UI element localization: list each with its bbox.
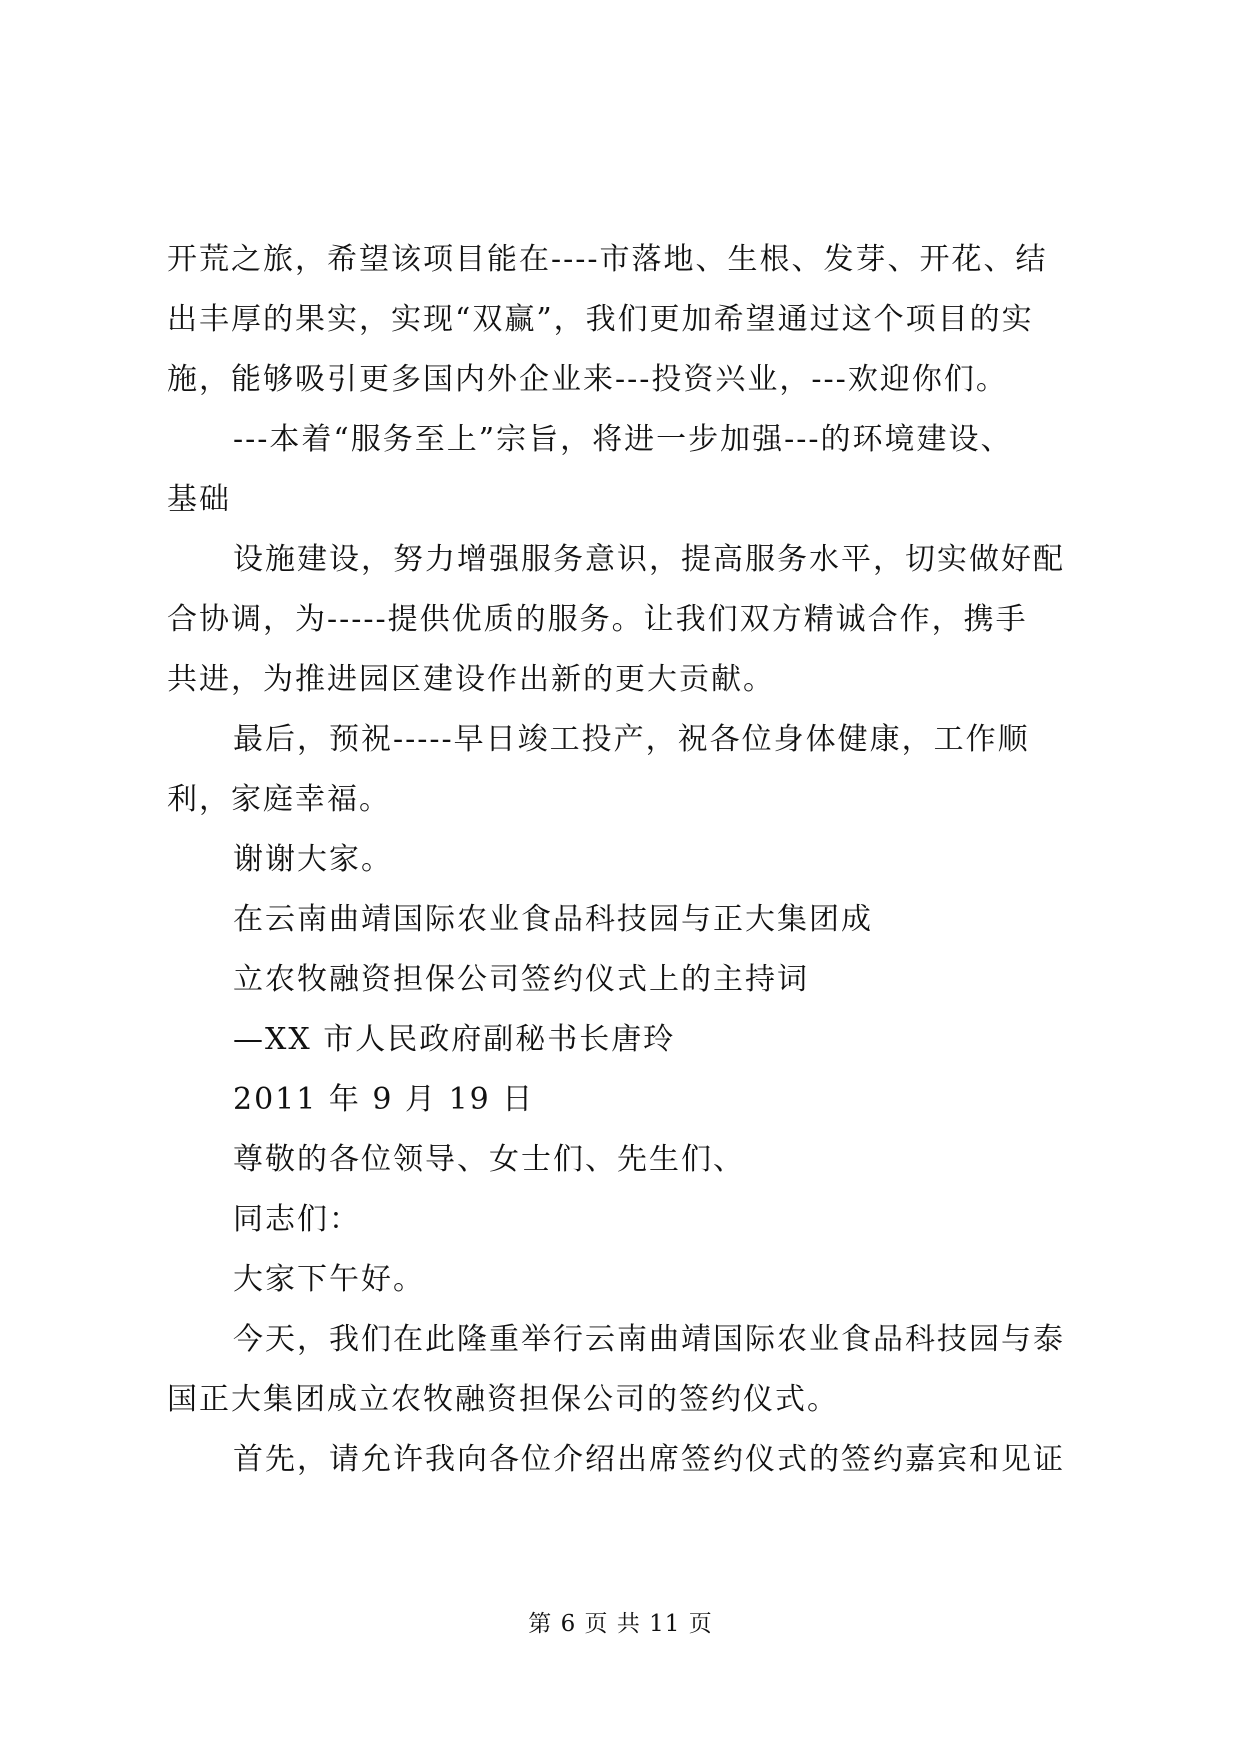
text-line-17: 同志们： [233,1202,361,1237]
text-line-15: 2011 年 9 月 19 日 [233,1082,535,1117]
text-line-14: —XX 市人民政府副秘书长唐玲 [233,1022,676,1057]
text-line-7: 合协调，为-----提供优质的服务。让我们双方精诚合作，携手 [167,602,1028,637]
text-line-11: 谢谢大家。 [233,842,393,877]
text-line-2: 出丰厚的果实，实现“双赢”，我们更加希望通过这个项目的实 [167,302,1034,337]
text-line-21: 首先，请允许我向各位介绍出席签约仪式的签约嘉宾和见证 [233,1442,1065,1477]
text-line-1: 开荒之旅，希望该项目能在----市落地、生根、发芽、开花、结 [167,242,1048,277]
text-line-16: 尊敬的各位领导、女士们、先生们、 [233,1142,745,1177]
text-line-18: 大家下午好。 [233,1262,425,1297]
text-line-4: ---本着“服务至上”宗旨，将进一步加强---的环境建设、 [233,422,1013,457]
page-number-footer: 第 6 页 共 11 页 [528,1611,713,1637]
text-line-9: 最后，预祝-----早日竣工投产，祝各位身体健康，工作顺 [233,722,1030,757]
text-line-20: 国正大集团成立农牧融资担保公司的签约仪式。 [167,1382,839,1417]
text-line-10: 利，家庭幸福。 [167,782,391,817]
text-line-3: 施，能够吸引更多国内外企业来---投资兴业，---欢迎你们。 [167,362,1008,397]
text-line-5: 基础 [167,482,231,517]
text-line-8: 共进，为推进园区建设作出新的更大贡献。 [167,662,775,697]
text-line-6: 设施建设，努力增强服务意识，提高服务水平，切实做好配 [233,542,1065,577]
text-line-12: 在云南曲靖国际农业食品科技园与正大集团成 [233,902,873,937]
document-body [167,230,1087,1490]
text-line-13: 立农牧融资担保公司签约仪式上的主持词 [233,962,809,997]
text-line-19: 今天，我们在此隆重举行云南曲靖国际农业食品科技园与泰 [233,1322,1065,1357]
